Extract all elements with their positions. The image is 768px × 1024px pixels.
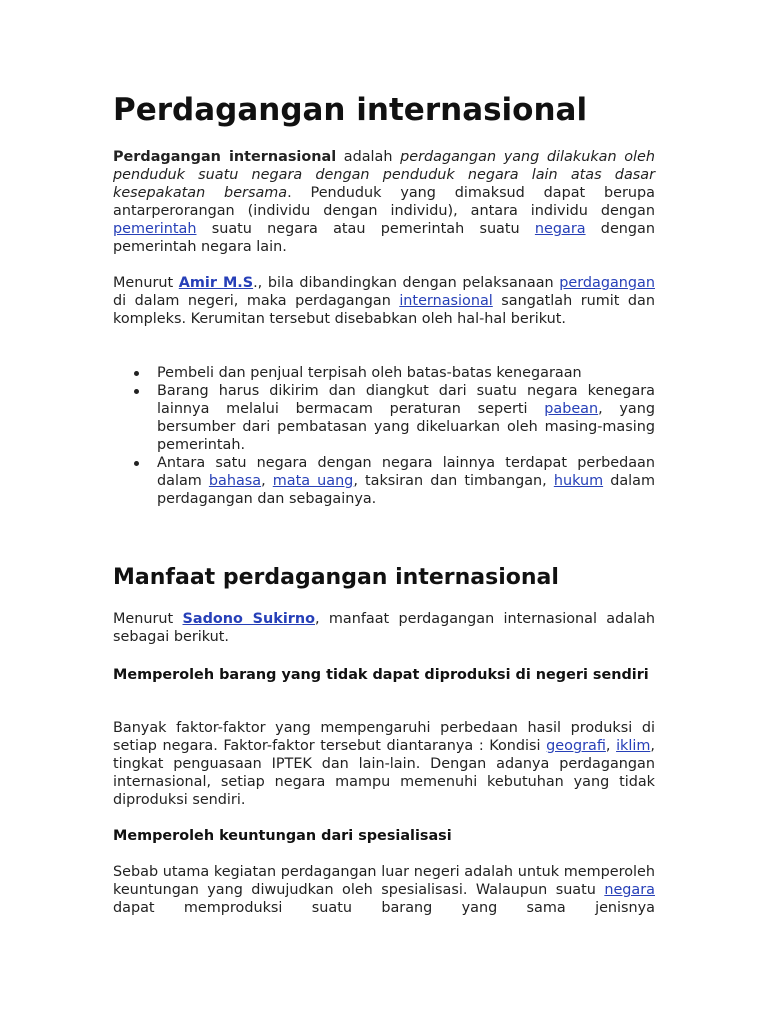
link-negara-2[interactable]: negara	[604, 882, 655, 898]
text-run: adalah	[336, 149, 401, 165]
intro-paragraph	[113, 148, 655, 256]
reasons-list	[113, 364, 655, 508]
link-bahasa[interactable]: bahasa	[208, 473, 262, 489]
text-run: . Penduduk yang dimaksud dapat berupa antarperorangan (individu dengan individu), antara individu dengan	[113, 185, 656, 219]
list-item	[113, 382, 655, 454]
term-bold: Perdagangan internasional	[113, 149, 337, 165]
text-run: Pembeli dan penjual terpisah oleh batas-batas kenegaraan	[157, 365, 582, 381]
text-run: ., bila dibandingkan dengan pelaksanaan	[253, 275, 560, 291]
link-pemerintah[interactable]: pemerintah	[113, 221, 197, 237]
text-run: , manfaat perdagangan internasional adalah sebagai berikut.	[113, 611, 656, 645]
subheading-spesialisasi: Memperoleh keuntungan dari spesialisasi	[113, 828, 452, 844]
bullet-icon	[134, 389, 139, 394]
link-perdagangan[interactable]: perdagangan	[559, 275, 655, 291]
text-run: Menurut	[113, 275, 179, 291]
link-internasional[interactable]: internasional	[399, 293, 493, 309]
text-run: dalam perdagangan dan sebagainya.	[157, 473, 655, 507]
subheading-barang: Memperoleh barang yang tidak dapat diproduksi di negeri sendiri	[113, 667, 649, 683]
text-run: sangatlah rumit dan kompleks. Kerumitan tersebut disebabkan oleh hal-hal berikut.	[113, 293, 655, 327]
amir-paragraph	[113, 274, 655, 328]
link-amir-ms[interactable]: Amir M.S	[178, 275, 254, 291]
text-run: dapat memproduksi suatu barang yang sama jenisnya	[113, 900, 655, 916]
bullet-icon	[134, 461, 139, 466]
bullet-icon	[134, 371, 139, 376]
barang-paragraph	[113, 719, 655, 809]
link-iklim[interactable]: iklim	[616, 738, 651, 754]
sukirno-paragraph	[113, 610, 655, 646]
text-run: Barang harus dikirim dan diangkut dari suatu negara kenegara lainnya melalui bermacam peraturan seperti	[157, 383, 655, 417]
text-run: ,	[261, 473, 273, 489]
text-run: dengan pemerintah negara lain.	[113, 221, 655, 255]
text-run: Sebab utama kegiatan perdagangan luar negeri adalah untuk memperoleh keuntungan yang diwujudkan oleh spesialisasi. Walaupun suatu	[113, 864, 655, 898]
link-negara[interactable]: negara	[534, 221, 586, 237]
text-run: ,	[605, 738, 617, 754]
link-pabean[interactable]: pabean	[544, 401, 599, 417]
link-mata-uang[interactable]: mata uang	[272, 473, 354, 489]
section-heading-manfaat: Manfaat perdagangan internasional	[113, 565, 559, 590]
text-run: , yang bersumber dari pembatasan yang dikeluarkan oleh masing-masing pemerintah.	[157, 401, 655, 453]
link-geografi[interactable]: geografi	[546, 738, 606, 754]
text-run: , tingkat penguasaan IPTEK dan lain-lain. Dengan adanya perdagangan internasional, setiap negara mampu memenuhi kebutuhan yang tidak diproduksi sendiri.	[113, 738, 655, 808]
link-sadono-sukirno[interactable]: Sadono Sukirno	[182, 611, 315, 627]
list-item	[113, 364, 655, 382]
definition-italic: perdagangan yang dilakukan oleh penduduk suatu negara dengan penduduk negara lain atas dasar kesepakatan bersama	[113, 149, 655, 201]
text-run: Banyak faktor-faktor yang mempengaruhi perbedaan hasil produksi di setiap negara. Faktor-faktor tersebut diantaranya : Kondisi	[113, 720, 655, 754]
text-run: di dalam negeri, maka perdagangan	[113, 293, 400, 309]
link-hukum[interactable]: hukum	[553, 473, 604, 489]
text-run: Menurut	[113, 611, 183, 627]
article-title: Perdagangan internasional	[113, 92, 588, 128]
list-item	[113, 454, 655, 508]
text-run: , taksiran dan timbangan,	[353, 473, 554, 489]
text-run: Antara satu negara dengan negara lainnya terdapat perbedaan dalam	[157, 455, 655, 489]
spesialisasi-paragraph	[113, 863, 655, 917]
text-run: suatu negara atau pemerintah suatu	[196, 221, 535, 237]
